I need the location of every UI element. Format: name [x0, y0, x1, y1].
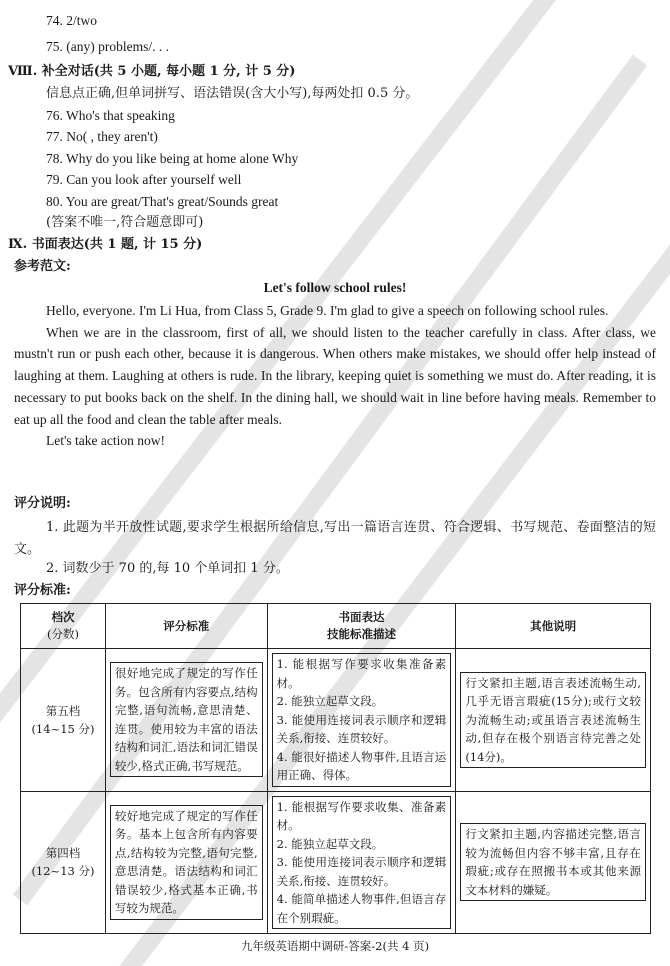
- other-text: 行文紧扣主题,内容描述完整,语言较为流畅但内容不够丰富,且存在瑕疵;或存在照搬书本或其他来源文本材料的嫌疑。: [460, 823, 646, 901]
- other-cell: [456, 791, 651, 934]
- grading-table: [20, 603, 651, 934]
- tier-cell: [21, 649, 106, 792]
- header-skills-line-1: 书面表达: [338, 610, 385, 624]
- header-criteria: 评分标准: [105, 604, 267, 649]
- scoring-standard-label: 评分标准:: [14, 583, 71, 598]
- answer-74: 74. 2/two: [46, 13, 98, 28]
- tier-score: (12~13 分): [31, 864, 95, 879]
- table-header-row: [21, 604, 651, 649]
- table-row: [21, 649, 651, 792]
- skill-item: 2. 能独立起草文段。: [276, 836, 384, 851]
- header-tier: [21, 604, 106, 649]
- skill-item: 1. 能根据写作要求收集、准备素材。: [276, 799, 447, 832]
- skill-item: 3. 能使用连接词表示顺序和逻辑关系,衔接、连贯较好。: [276, 712, 447, 745]
- essay-title: Let's follow school rules!: [263, 280, 407, 295]
- scoring-notes-label: 评分说明:: [14, 496, 71, 511]
- header-other: 其他说明: [456, 604, 651, 649]
- scoring-note-2: 2. 词数少于 70 的,每 10 个单词扣 1 分。: [46, 561, 289, 576]
- other-cell: [456, 649, 651, 792]
- answer-75: 75. (any) problems/. . .: [46, 39, 169, 54]
- page-footer: 九年级英语期中调研-答案-2(共 4 页): [240, 939, 430, 953]
- answer-76: 76. Who's that speaking: [46, 108, 175, 123]
- header-skills-line-2: 技能标准描述: [326, 627, 396, 641]
- skill-item: 3. 能使用连接词表示顺序和逻辑关系,衔接、连贯较好。: [276, 855, 447, 888]
- table-row: [21, 791, 651, 934]
- tier-name: 第五档: [45, 703, 81, 718]
- skill-item: 4. 能很好描述人物事件,且语言运用正确、得体。: [276, 749, 447, 782]
- answer-79: 79. Can you look after yourself well: [46, 172, 242, 187]
- tier-score: (14~15 分): [31, 721, 95, 736]
- skills-cell: [267, 649, 456, 792]
- header-tier-score: (分数): [46, 627, 79, 641]
- skill-item: 1. 能根据写作要求收集准备素材。: [276, 657, 447, 690]
- answer-77: 77. No( , they aren't): [46, 129, 158, 144]
- sample-essay-label: 参考范文:: [14, 259, 71, 274]
- tier-cell: [21, 791, 106, 934]
- criteria-cell: [105, 649, 267, 792]
- skills-list: [272, 796, 452, 930]
- essay-paragraph-1: Hello, everyone. I'm Li Hua, from Class 5, Grade 9. I'm glad to give a speech on following school rules.: [46, 303, 609, 318]
- essay-body: [14, 300, 656, 452]
- section-9-title: Ⅸ. 书面表达(共 1 题, 计 15 分): [8, 237, 203, 252]
- section-8-alt-note: (答案不唯一,符合题意即可): [46, 215, 204, 230]
- criteria-cell: [105, 791, 267, 934]
- answer-78: 78. Why do you like being at home alone Why: [46, 151, 299, 166]
- tier-name: 第四档: [45, 846, 81, 861]
- section-8-title: Ⅷ. 补全对话(共 5 小题, 每小题 1 分, 计 5 分): [8, 64, 296, 79]
- answer-80: 80. You are great/That's great/Sounds great: [46, 194, 279, 209]
- criteria-text: 很好地完成了规定的写作任务。包含所有内容要点,结构完整,语句流畅,意思清楚、连贯。使用较为丰富的语法结构和词汇,语法和词汇错误较少,格式正确,书写规范。: [110, 662, 263, 777]
- scoring-note-1: 1. 此题为半开放性试题,要求学生根据所给信息,写出一篇语言连贯、符合逻辑、书写规范、卷面整洁的短文。: [14, 520, 656, 557]
- skill-item: 2. 能独立起草文段。: [276, 694, 384, 708]
- header-tier-label: 档次: [51, 610, 75, 624]
- skill-item: 4. 能简单描述人物事件,但语言存在个别瑕疵。: [276, 892, 447, 925]
- section-8-note: 信息点正确,但单词拼写、语法错误(含大小写),每两处扣 0.5 分。: [46, 86, 419, 101]
- essay-paragraph-3: Let's take action now!: [46, 433, 166, 449]
- other-text: 行文紧扣主题,语言表述流畅生动,几乎无语言瑕疵(15分);或行文较为流畅生动;或虽语言表述流畅生动,但存在极个别语言待完善之处(14分)。: [460, 672, 646, 769]
- criteria-text: 较好地完成了规定的写作任务。基本上包含所有内容要点,结构较为完整,语句完整,意思清楚。语法结构和词汇错误较少,格式基本正确,书写较为规范。: [110, 805, 263, 920]
- skills-list: [272, 653, 452, 787]
- essay-paragraph-2: When we are in the classroom, first of all, we should listen to the teacher carefully in class. After class, we mustn't run or push each other, because it is dangerous. When others make mistakes, we should offer help instead of laughing at them. Laughing at others is rude. In the library, keeping quiet is something we must do. After reading, it is necessary to put books back on the shelf. In the dining hall, we should wait in line before having meals. Remember to eat up all the food and clean the table after meals.: [14, 324, 656, 427]
- skills-cell: [267, 791, 456, 934]
- header-skills: [267, 604, 456, 649]
